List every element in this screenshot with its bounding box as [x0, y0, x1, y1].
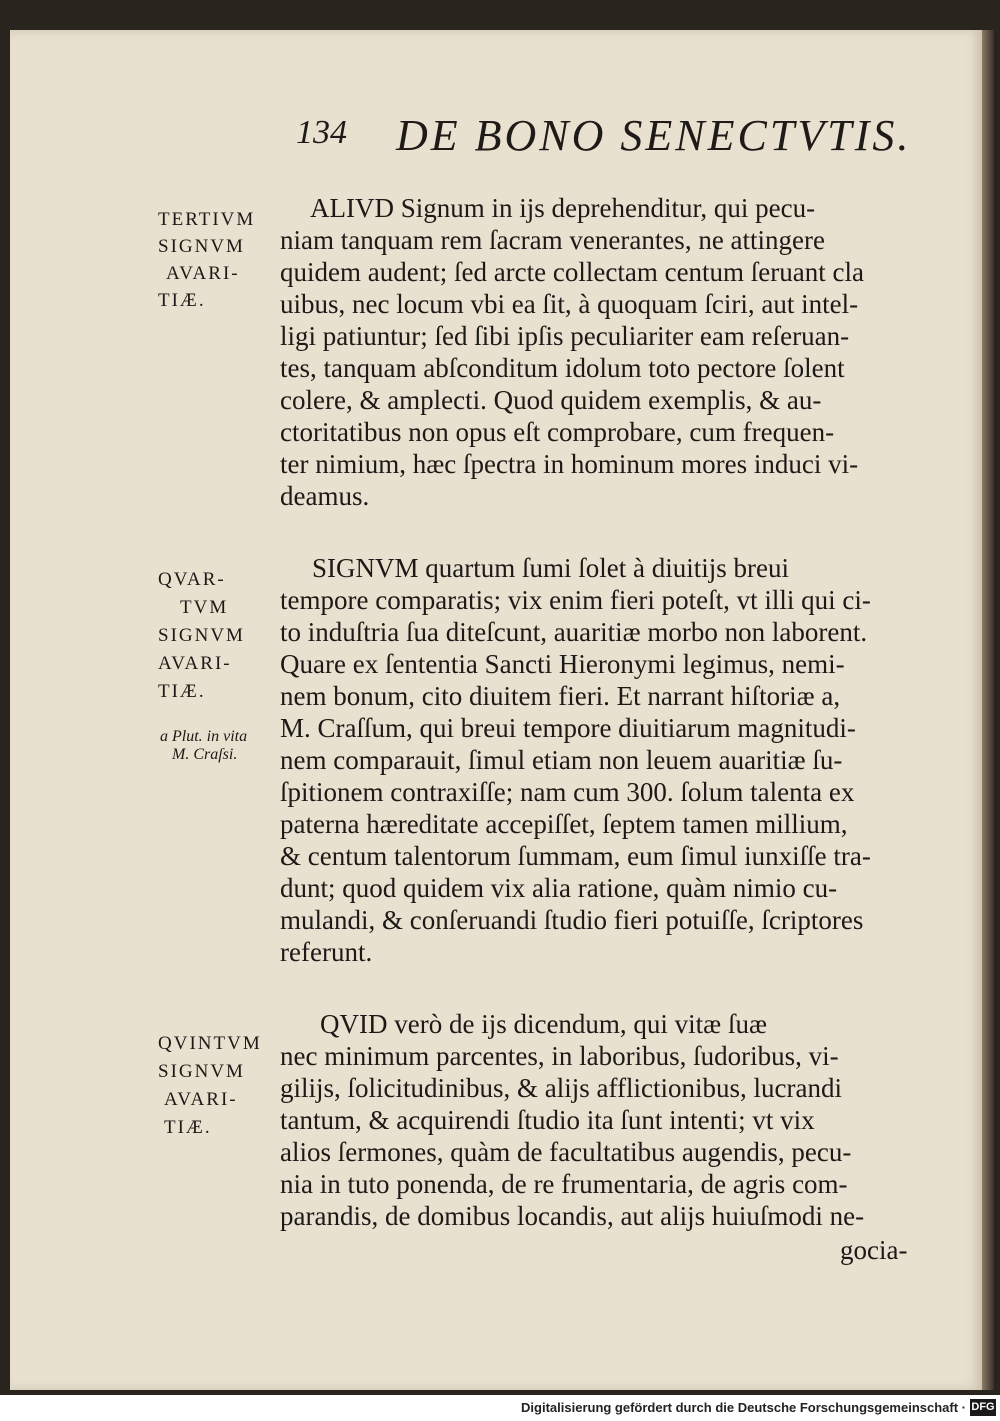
- margin-line: TERTIVM: [158, 209, 256, 230]
- text-line: ter nimium, hæc ſpectra in hominum mores induci vi-: [280, 449, 859, 479]
- text-line: Quare ex ſententia Sancti Hieronymi legimus, nemi-: [280, 649, 845, 679]
- text-line: parandis, de domibus locandis, aut alijs huiuſmodi ne-: [280, 1201, 865, 1231]
- margin-line: SIGNVM: [158, 236, 245, 257]
- text-line: ctoritatibus non opus eſt comprobare, cum frequen-: [280, 417, 835, 447]
- text-line: alios ſermones, quàm de facultatibus augendis, pecu-: [280, 1137, 852, 1167]
- text-line: niam tanquam rem ſacram venerantes, ne attingere: [280, 225, 825, 255]
- margin-line: QVAR-: [158, 569, 226, 590]
- margin-line: SIGNVM: [158, 625, 245, 646]
- margin-note-quartum: [158, 566, 280, 706]
- text-line: nec minimum parcentes, in laboribus, ſudoribus, vi-: [280, 1041, 839, 1071]
- text-line: tempore comparatis; vix enim fieri poteſt, vt illi qui ci-: [280, 585, 871, 615]
- margin-note-quintum: [158, 1030, 280, 1150]
- page-header: [296, 110, 916, 160]
- margin-line: TIÆ.: [164, 1117, 212, 1138]
- text-line: to induſtria ſua diteſcunt, auaritiæ morbo non laborent.: [280, 617, 868, 647]
- funding-notice: Digitalisierung gefördert durch die Deutsche Forschungsgemeinschaft ·: [521, 1400, 966, 1415]
- paragraph-tertium: [280, 192, 950, 522]
- text-line: nia in tuto ponenda, de re frumentaria, de agris com-: [280, 1169, 848, 1199]
- paragraph-quintum: [280, 1008, 950, 1278]
- running-title: DE BONO SENECTVTIS.: [396, 111, 912, 160]
- text-line: SIGNVM quartum ſumi ſolet à diuitijs breui: [312, 553, 789, 583]
- paragraph-quartum: [280, 552, 950, 972]
- text-line: colere, & amplecti. Quod quidem exemplis, & au-: [280, 385, 822, 415]
- reference-line: a Plut. in vita: [160, 728, 248, 745]
- digitization-footer: [0, 1396, 1000, 1421]
- reference-line: M. Craſsi.: [172, 746, 238, 763]
- text-line: gilijs, ſolicitudinibus, & alijs afflictionibus, lucrandi: [280, 1073, 842, 1103]
- text-line: deamus.: [280, 481, 370, 511]
- text-line: dunt; quod quidem vix alia ratione, quàm nimio cu-: [280, 873, 838, 903]
- text-line: QVID verò de ijs dicendum, qui vitæ ſuæ: [320, 1009, 767, 1039]
- text-line: & centum talentorum ſummam, eum ſimul iunxiſſe tra-: [280, 841, 871, 871]
- text-line: mulandi, & conſeruandi ſtudio fieri potuiſſe, ſcriptores: [280, 905, 864, 935]
- text-line: uibus, nec locum vbi ea ſit, à quoquam ſciri, aut intel-: [280, 289, 859, 319]
- margin-line: QVINTVM: [158, 1033, 262, 1054]
- margin-line: TIÆ.: [158, 681, 206, 702]
- margin-note-tertium: [158, 206, 280, 326]
- margin-line: AVARI-: [164, 1089, 238, 1110]
- text-line: referunt.: [280, 937, 373, 967]
- text-line: nem bonum, cito diuitem fieri. Et narrant hiſtoriæ a,: [280, 681, 841, 711]
- margin-line: TIÆ.: [158, 290, 206, 311]
- text-line: M. Craſſum, qui breui tempore diuitiarum magnitudi-: [280, 713, 856, 743]
- text-line: ligi patiuntur; ſed ſibi ipſis peculiariter eam reſeruan-: [280, 321, 850, 351]
- text-line: ſpitionem contraxiſſe; nam cum 300. ſolum talenta ex: [280, 777, 855, 807]
- text-line: tantum, & acquirendi ſtudio ita ſunt intenti; vt vix: [280, 1105, 815, 1135]
- text-line: ALIVD Signum in ijs deprehenditur, qui pecu-: [310, 193, 816, 223]
- page-edge: [982, 30, 994, 1390]
- reference-note: [160, 728, 247, 764]
- page-number: 134: [296, 114, 347, 151]
- margin-line: AVARI-: [166, 263, 240, 284]
- margin-line: SIGNVM: [158, 1061, 245, 1082]
- margin-line: TVM: [180, 597, 229, 618]
- text-line: nem comparauit, ſimul etiam non leuem auaritiæ ſu-: [280, 745, 843, 775]
- text-line: paterna hæreditate accepiſſet, ſeptem tamen millium,: [280, 809, 848, 839]
- dfg-logo: DFG: [970, 1399, 996, 1416]
- catchword: gocia-: [840, 1235, 908, 1265]
- text-line: tes, tanquam abſconditum idolum toto pectore ſolent: [280, 353, 845, 383]
- text-line: quidem audent; ſed arcte collectam centum ſeruant cla: [280, 257, 864, 287]
- margin-line: AVARI-: [158, 653, 232, 674]
